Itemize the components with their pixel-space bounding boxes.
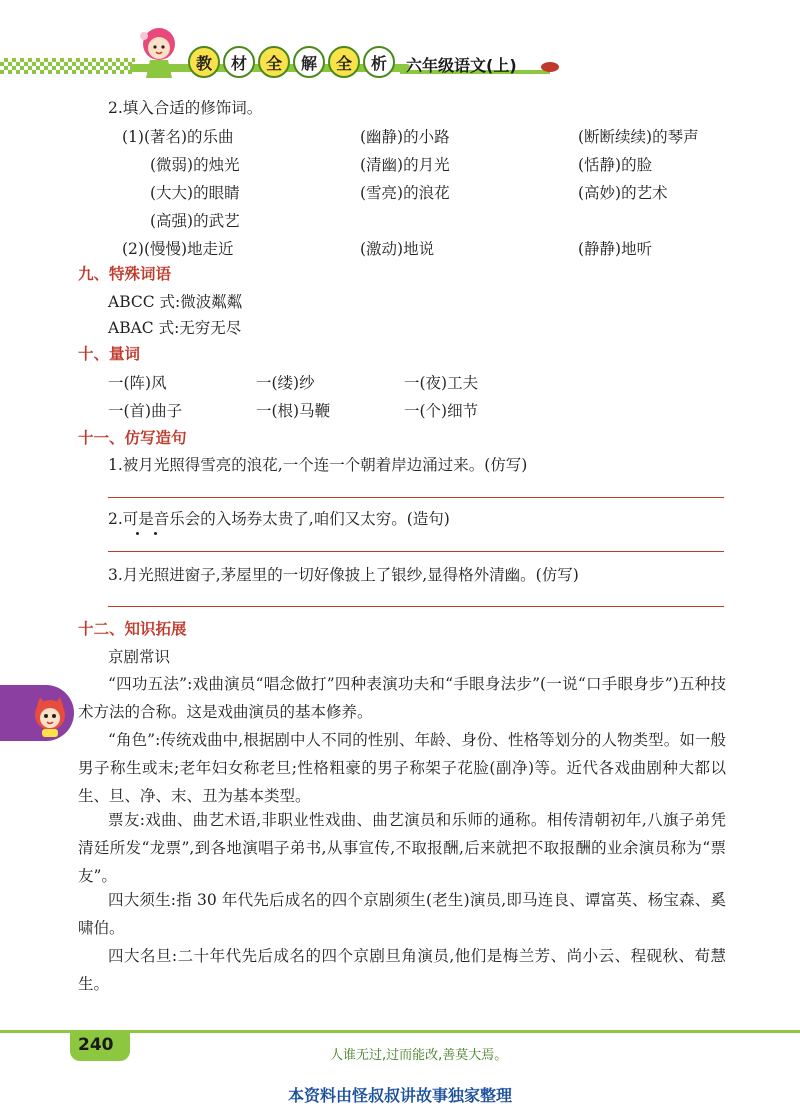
leaf-icon	[540, 60, 560, 74]
cat-mascot-icon	[30, 695, 70, 737]
page-number: 240	[78, 1035, 114, 1055]
answer-line[interactable]	[108, 497, 724, 498]
title-char: 全	[258, 46, 290, 78]
knowledge-paragraph: 四大名旦:二十年代先后成名的四个京剧旦角演员,他们是梅兰芳、尚小云、程砚秋、荀慧生。	[78, 947, 726, 993]
measure-word-item: 一(夜)工夫	[404, 374, 479, 392]
section2-title: 2.填入合适的修饰词。	[108, 99, 263, 117]
grade-label: 六年级语文(上)	[406, 56, 517, 75]
modifier-cell: (断断续续)的琴声	[578, 128, 699, 146]
title-char: 解	[293, 46, 325, 78]
special-word-item: ABAC 式:无穷无尽	[108, 319, 242, 337]
modifier-cell: (大大)的眼睛	[150, 184, 240, 202]
sentence-prompt: 2.可是音乐会的入场券太贵了,咱们又太穷。(造句)	[108, 510, 450, 528]
measure-word-item: 一(阵)风	[108, 374, 167, 392]
section11-heading: 十一、仿写造句	[78, 429, 187, 447]
modifier-cell: (幽静)的小路	[360, 128, 450, 146]
imitation-prompt: 1.被月光照得雪亮的浪花,一个连一个朝着岸边涌过来。(仿写)	[108, 456, 528, 474]
section10-heading: 十、量词	[78, 345, 141, 363]
imitation-prompt: 3.月光照进窗子,茅屋里的一切好像披上了银纱,显得格外清幽。(仿写)	[108, 566, 579, 584]
emphasis-dot	[154, 532, 157, 535]
modifier-cell: (高妙)的艺术	[578, 184, 668, 202]
modifier-cell: (雪亮)的浪花	[360, 184, 450, 202]
measure-word-item: 一(个)细节	[404, 402, 479, 420]
modifier-cell: (清幽)的月光	[360, 156, 450, 174]
knowledge-paragraph: 票友:戏曲、曲艺术语,非职业性戏曲、曲艺演员和乐师的通称。相传清朝初年,八旗子弟凭清廷所发“龙票”,到各地演唱子弟书,从事宣传,不取报酬,后来就把不取报酬的业余演员称为“票友”。	[78, 811, 726, 885]
footer-motto: 人谁无过,过而能改,善莫大焉。	[330, 1048, 508, 1063]
girl-mascot-icon	[130, 22, 188, 80]
modifier-cell: (恬静)的脸	[578, 156, 653, 174]
section9-heading: 九、特殊词语	[78, 265, 172, 283]
header-checker-pattern	[0, 58, 135, 74]
measure-word-item: 一(首)曲子	[108, 402, 183, 420]
measure-word-item: 一(根)马鞭	[256, 402, 331, 420]
knowledge-paragraph: 四大须生:指 30 年代先后成名的四个京剧须生(老生)演员,即马连良、谭富英、杨宝森、奚啸伯。	[78, 891, 726, 937]
title-char: 教	[188, 46, 220, 78]
modifier-cell: (2)(慢慢)地走近	[122, 240, 234, 258]
title-char: 材	[223, 46, 255, 78]
emphasis-dot	[136, 532, 139, 535]
answer-line[interactable]	[108, 606, 724, 607]
modifier-cell: (高强)的武艺	[150, 212, 240, 230]
title-char: 全	[328, 46, 360, 78]
modifier-cell: (激动)地说	[360, 240, 435, 258]
measure-word-item: 一(缕)纱	[256, 374, 315, 392]
knowledge-paragraph: “四功五法”:戏曲演员“唱念做打”四种表演功夫和“手眼身法步”(一说“口手眼身步”)五种技术方法的合称。这是戏曲演员的基本修养。	[78, 675, 726, 721]
modifier-cell: (1)(著名)的乐曲	[122, 128, 234, 146]
special-word-item: ABCC 式:微波粼粼	[108, 293, 243, 311]
knowledge-paragraph: “角色”:传统戏曲中,根据剧中人不同的性别、年龄、身份、性格等划分的人物类型。如一般男子称生或末;老年妇女称老旦;性格粗豪的男子称架子花脸(副净)等。近代各戏曲剧种大都以生、旦、净、末、丑为基本类型。	[78, 731, 726, 805]
modifier-cell: (微弱)的烛光	[150, 156, 240, 174]
answer-line[interactable]	[108, 551, 724, 552]
section12-subtitle: 京剧常识	[108, 648, 171, 666]
title-char: 析	[363, 46, 395, 78]
modifier-cell: (静静)地听	[578, 240, 653, 258]
page-header	[0, 0, 800, 92]
book-title	[188, 46, 395, 78]
footer-credit: 本资料由怪叔叔讲故事独家整理	[287, 1086, 512, 1105]
section12-heading: 十二、知识拓展	[78, 620, 187, 638]
